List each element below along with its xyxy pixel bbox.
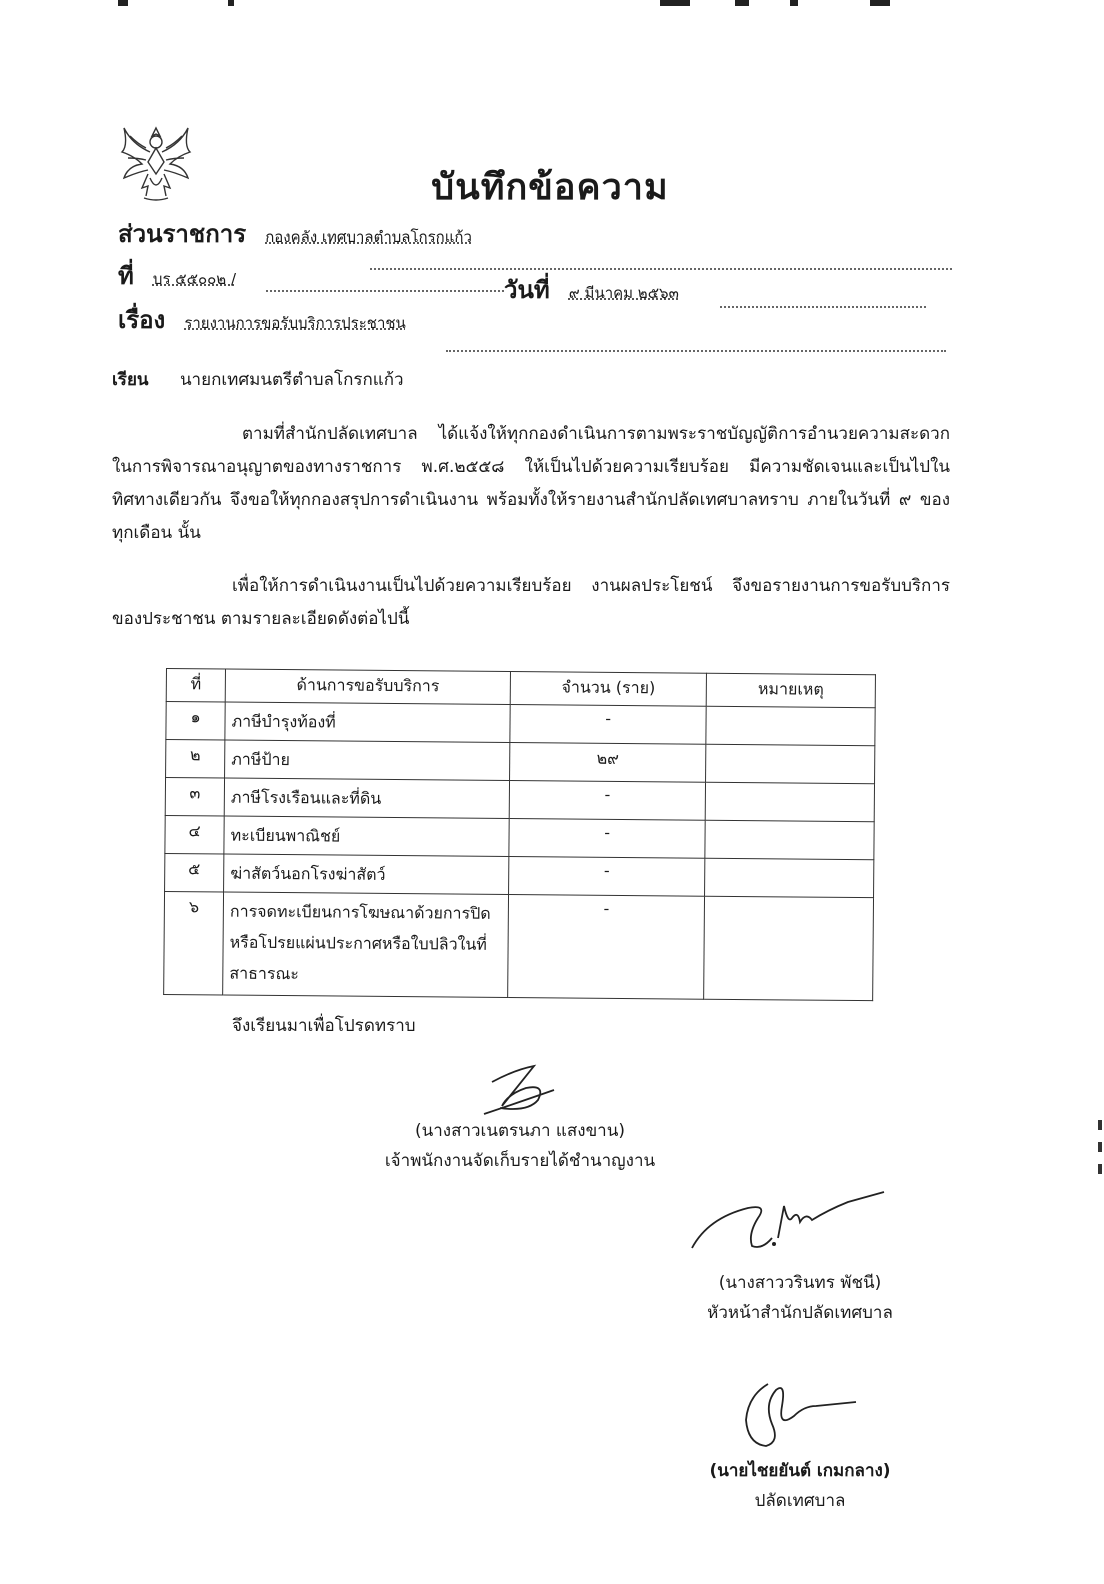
scan-edge-marks: [0, 0, 1104, 8]
paragraph-1-text: ตามที่สำนักปลัดเทศบาล ได้แจ้งให้ทุกกองดำเนินการตามพระราชบัญญัติการอำนวยความสะดวกในการพิจารณาอนุญาตของทางราชการ พ.ศ.๒๕๕๘ ให้เป็นไปด้วยความเรียบร้อย มีความชัดเจนและเป็นไปในทิศทางเดียวกัน จึงขอให้ทุกกองสรุปการดำเนินงาน พร้อมทั้งให้รายงานสำนักปลัดเทศบาลทราบ ภายในวันที่ ๙ ของทุกเดือน นั้น: [112, 424, 950, 543]
department-value: กองคลัง เทศบาลตำบลโกรกแก้ว: [265, 228, 472, 246]
signer-3-name: (นายไชยยันต์ เกมกลาง): [709, 1461, 891, 1481]
row-no: ๕: [165, 853, 224, 892]
row-note: [705, 858, 874, 897]
header-count: จำนวน (ราย): [510, 672, 706, 707]
row-count: -: [509, 781, 705, 821]
row-no: ๔: [165, 815, 224, 854]
row-note: [704, 896, 874, 1000]
signature-1-icon: [474, 1060, 564, 1120]
row-note: [705, 820, 874, 859]
row-no: ๖: [164, 891, 224, 995]
table-row: [166, 702, 875, 746]
row-no: ๒: [166, 740, 225, 779]
row-service: ภาษีป้าย: [225, 740, 510, 780]
header-no: ที่: [166, 669, 225, 703]
date-value: ๙ มีนาคม ๒๕๖๓: [568, 284, 679, 302]
signer-1-name: (นางสาวเนตรนภา แสงขาน): [414, 1121, 625, 1141]
header-service: ด้านการขอรับบริการ: [225, 669, 510, 704]
salutation-label: เรียน: [112, 370, 149, 390]
date-dotline: [720, 306, 926, 308]
reference-dotline: [266, 290, 504, 292]
reference-value: บร ๕๕๐๐๒ /: [152, 270, 236, 288]
subject-value: รายงานการขอรับบริการประชาชน: [184, 314, 406, 332]
signer-2-name: (นางสาววรินทร พัชนี): [718, 1273, 882, 1293]
row-service: ฆ่าสัตว์นอกโรงฆ่าสัตว์: [224, 854, 509, 894]
row-service: ภาษีโรงเรือนและที่ดิน: [224, 778, 509, 818]
department-label: ส่วนราชการ: [118, 220, 247, 248]
row-count: -: [510, 705, 706, 745]
reference-label: ที่: [118, 262, 134, 290]
signature-3-icon: [738, 1376, 858, 1452]
row-note: [706, 744, 875, 783]
row-count: ๒๙: [510, 743, 706, 783]
paragraph-1: [112, 418, 950, 550]
reference-row: [118, 256, 236, 295]
row-note: [706, 706, 875, 745]
table-row: [165, 778, 874, 822]
table-row: [165, 853, 874, 897]
header-note: หมายเหตุ: [706, 673, 875, 707]
row-note: [705, 782, 874, 821]
department-row: [118, 214, 472, 253]
signer-2: [660, 1268, 940, 1328]
signer-3-position: ปลัดเทศบาล: [754, 1491, 846, 1511]
date-row: [504, 270, 679, 309]
row-count: -: [508, 894, 705, 999]
subject-label: เรื่อง: [118, 306, 166, 334]
scan-side-marks: [1098, 1120, 1102, 1190]
garuda-emblem-icon: [118, 122, 194, 204]
signature-2-icon: [688, 1188, 888, 1258]
row-no: ๑: [166, 702, 225, 741]
row-service: การจดทะเบียนการโฆษณาด้วยการปิด หรือโปรยแผ่นประกาศหรือใบปลิวในที่สาธารณะ: [223, 892, 509, 997]
row-count: -: [509, 819, 705, 859]
table-row: [164, 891, 874, 1000]
salutation: [112, 366, 404, 393]
row-service: ทะเบียนพาณิชย์: [224, 816, 509, 856]
signer-1-position: เจ้าพนักงานจัดเก็บรายได้ชำนาญงาน: [384, 1151, 656, 1171]
closing-text: จึงเรียนมาเพื่อโปรดทราบ: [232, 1016, 416, 1036]
table-row: [166, 740, 875, 784]
paragraph-2: [112, 570, 950, 636]
row-no: ๓: [165, 778, 224, 817]
subject-dotline: [446, 350, 946, 352]
subject-row: [118, 300, 406, 339]
date-label: วันที่: [504, 276, 550, 304]
paragraph-2-text: เพื่อให้การดำเนินงานเป็นไปด้วยความเรียบร้อย งานผลประโยชน์ จึงขอรายงานการขอรับบริการของประชาชน ตามรายละเอียดดังต่อไปนี้: [112, 576, 950, 629]
row-service: ภาษีบำรุงท้องที่: [225, 702, 510, 742]
document-title: บันทึกข้อความ: [431, 167, 669, 208]
signer-1: [340, 1116, 700, 1176]
salutation-value: นายกเทศมนตรีตำบลโกรกแก้ว: [179, 370, 404, 390]
service-request-table: [163, 668, 876, 1001]
table-row: [165, 815, 874, 859]
signer-3: [660, 1456, 940, 1516]
row-count: -: [509, 857, 705, 897]
signer-2-position: หัวหน้าสำนักปลัดเทศบาล: [707, 1303, 893, 1323]
